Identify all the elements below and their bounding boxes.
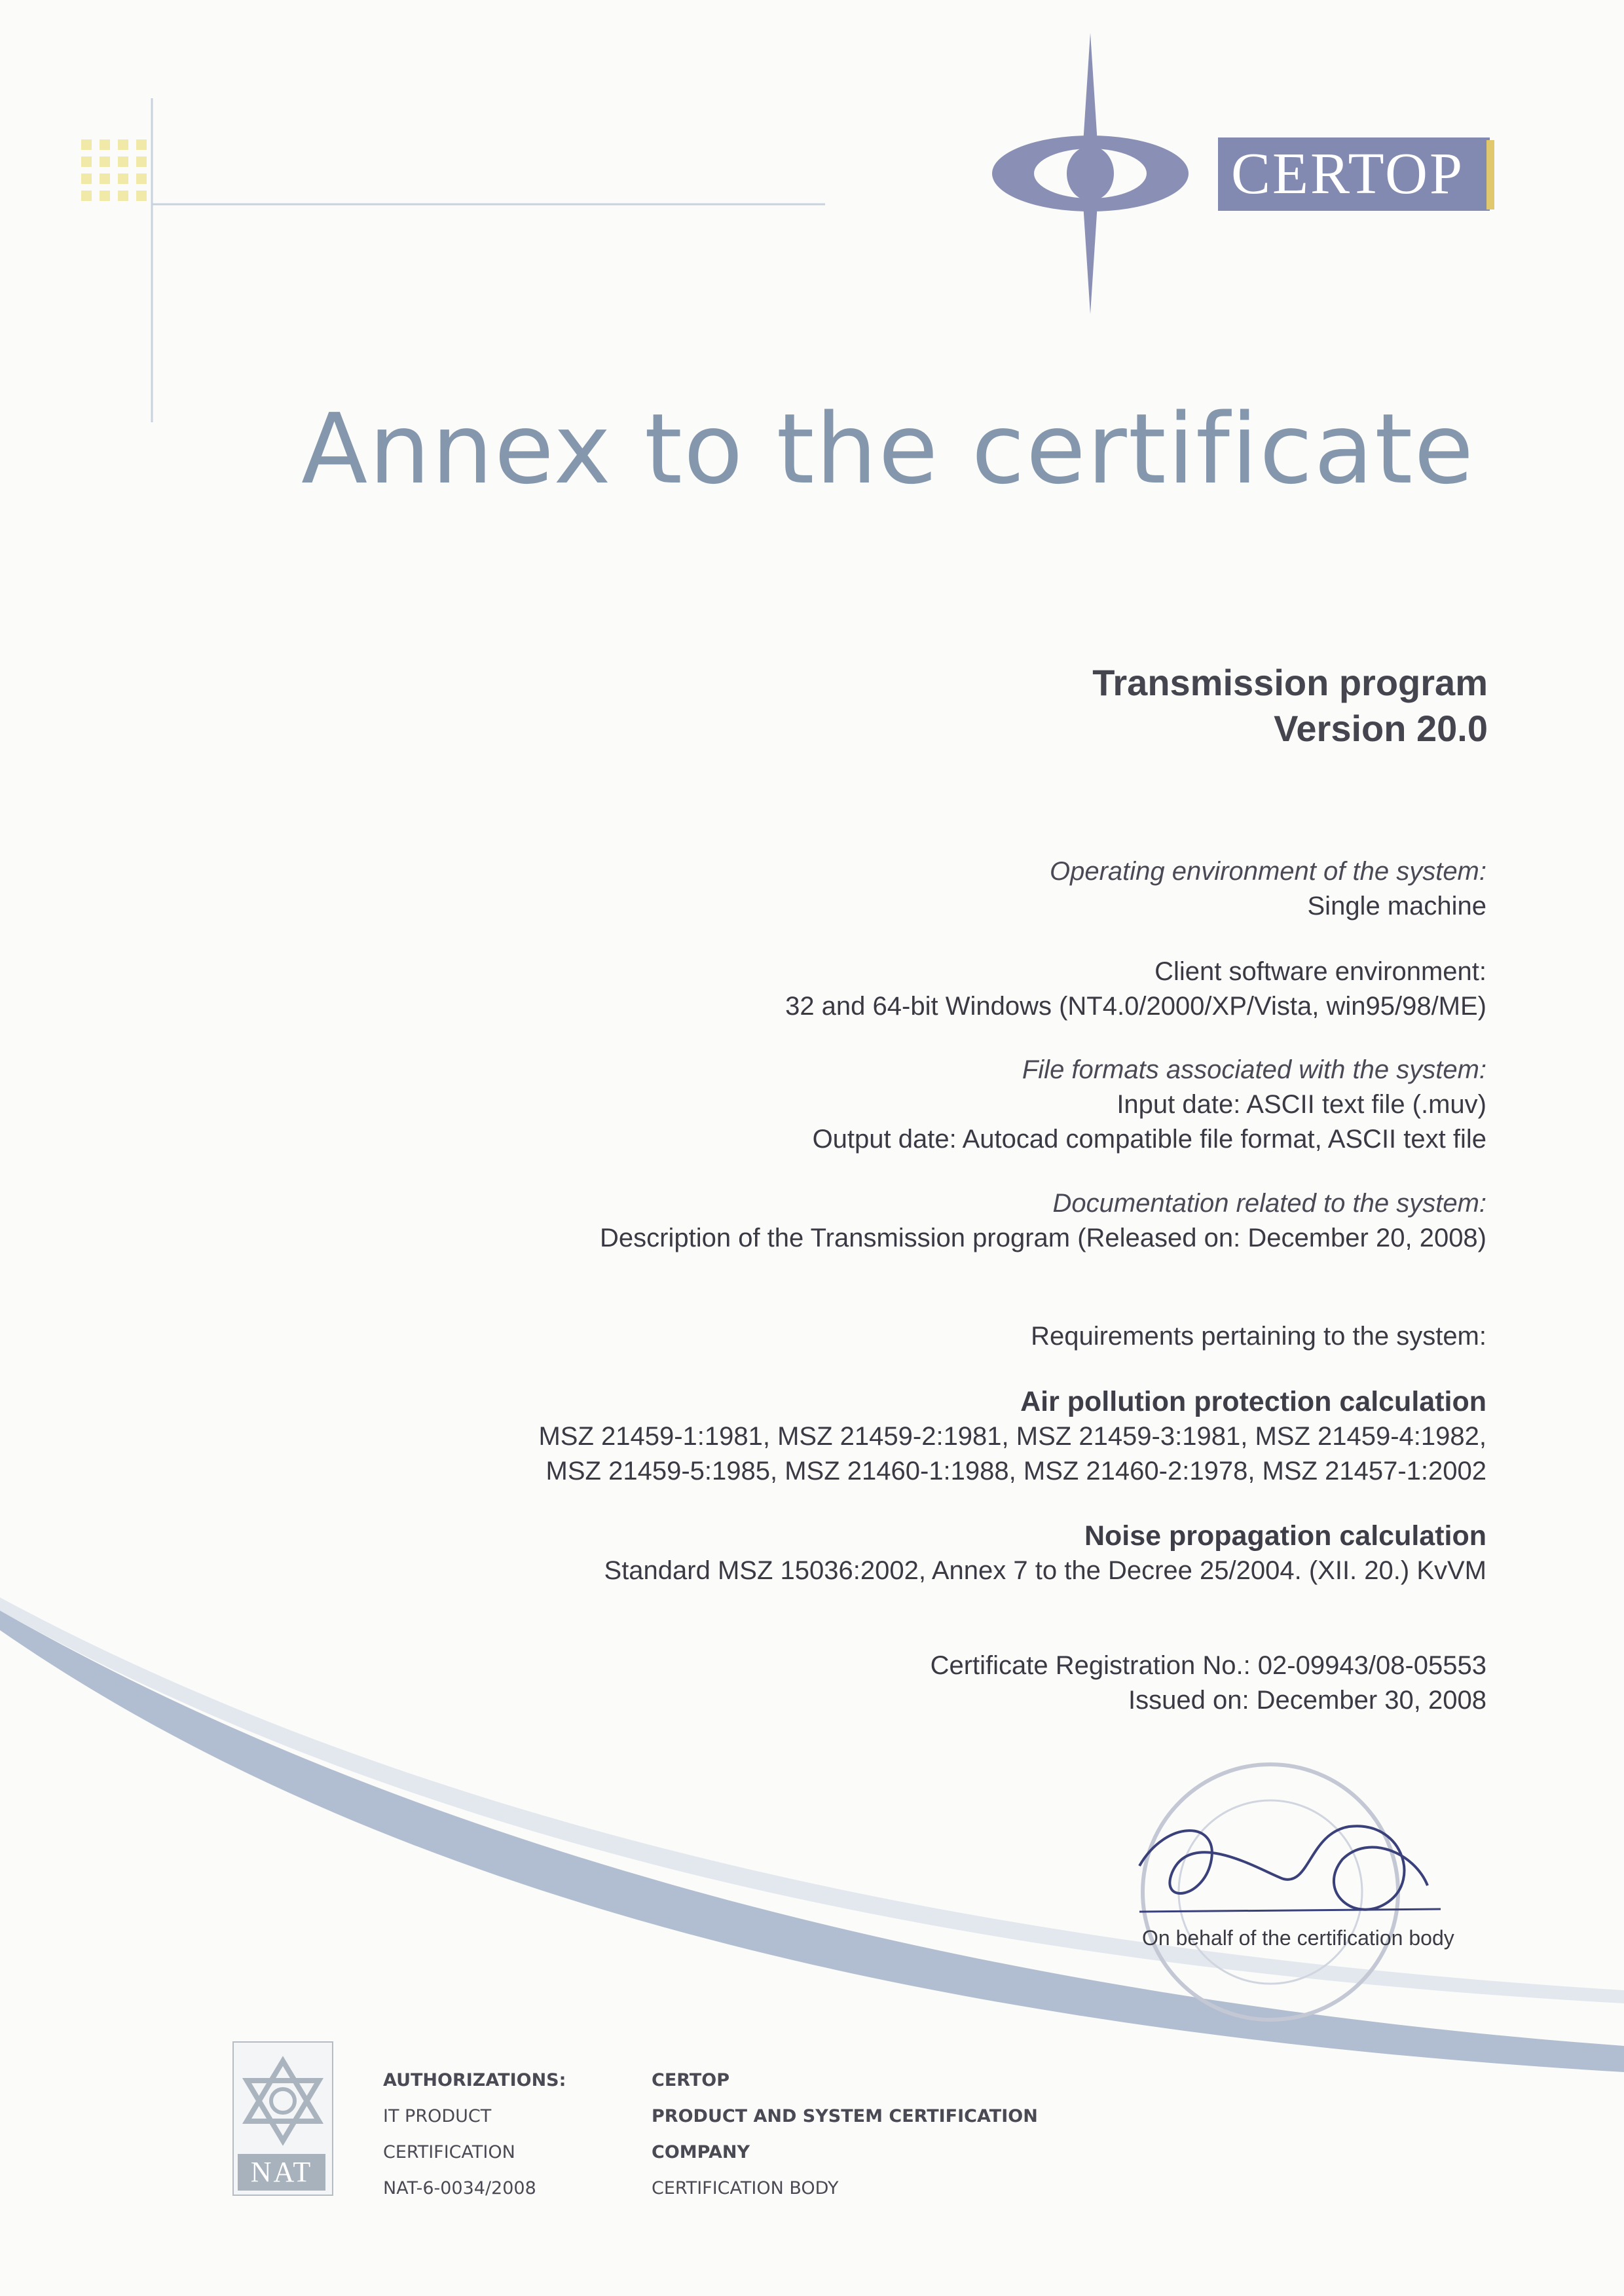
product-name: Transmission program: [1092, 662, 1488, 703]
requirements-heading: Requirements pertaining to the system:: [1031, 1322, 1486, 1351]
client-environment-heading: Client software environment:: [1154, 957, 1486, 986]
authorizations-line-1: IT PRODUCT: [383, 2106, 492, 2126]
file-formats-heading: File formats associated with the system:: [1022, 1055, 1486, 1084]
file-formats-input: Input date: ASCII text file (.muv): [1116, 1090, 1486, 1119]
client-environment-value: 32 and 64-bit Windows (NT4.0/2000/XP/Vista, win95/98/ME): [785, 992, 1486, 1021]
registration-block: [931, 1649, 1486, 1718]
air-pollution-heading: Air pollution protection calculation: [1020, 1386, 1486, 1417]
noise-block: [604, 1519, 1486, 1588]
registration-number: Certificate Registration No.: 02-09943/08-05553: [930, 1651, 1486, 1680]
noise-heading: Noise propagation calculation: [1084, 1520, 1486, 1552]
company-line-2: PRODUCT AND SYSTEM CERTIFICATION: [652, 2106, 1038, 2126]
file-formats-output: Output date: Autocad compatible file format, ASCII text file: [812, 1125, 1486, 1154]
authorizations-heading: AUTHORIZATIONS:: [383, 2070, 566, 2090]
signature: [1113, 1781, 1480, 1931]
registration-issued-date: Issued on: December 30, 2008: [1128, 1686, 1486, 1715]
file-formats-block: [813, 1053, 1486, 1157]
signature-label: On behalf of the certification body: [1142, 1926, 1454, 1950]
noise-standard: Standard MSZ 15036:2002, Annex 7 to the Decree 25/2004. (XII. 20.) KvVM: [604, 1556, 1486, 1585]
company-block: [652, 2062, 1038, 2206]
operating-environment-heading: Operating environment of the system:: [1050, 857, 1486, 886]
authorizations-block: [383, 2062, 566, 2206]
air-pollution-standards-line-2: MSZ 21459-5:1985, MSZ 21460-1:1988, MSZ 21460-2:1978, MSZ 21457-1:2002: [545, 1457, 1486, 1485]
product-heading: [1092, 660, 1488, 752]
requirements-block: [1031, 1319, 1486, 1354]
certop-compass-logo-mark: [982, 26, 1244, 321]
operating-environment-block: [1050, 854, 1486, 924]
nat-logo-label: NAT: [238, 2154, 325, 2191]
documentation-heading: Documentation related to the system:: [1052, 1189, 1486, 1218]
air-pollution-standards-line-1: MSZ 21459-1:1981, MSZ 21459-2:1981, MSZ 21459-3:1981, MSZ 21459-4:1982,: [538, 1422, 1486, 1451]
company-name: CERTOP: [652, 2070, 729, 2090]
authorizations-line-3: NAT-6-0034/2008: [383, 2178, 536, 2198]
documentation-block: [600, 1186, 1486, 1256]
page-title: Annex to the certificate: [301, 393, 1475, 505]
decorative-squares: [81, 139, 153, 202]
documentation-value: Description of the Transmission program (Released on: December 20, 2008): [600, 1224, 1486, 1252]
client-environment-block: [785, 955, 1486, 1024]
air-pollution-block: [538, 1385, 1486, 1489]
operating-environment-value: Single machine: [1307, 892, 1486, 920]
certop-logo-box: [1218, 137, 1490, 211]
authorizations-line-2: CERTIFICATION: [383, 2142, 515, 2162]
corner-guide-lines: [0, 0, 851, 432]
company-line-4: CERTIFICATION BODY: [652, 2178, 839, 2198]
company-line-3: COMPANY: [652, 2142, 750, 2162]
product-version: Version 20.0: [1274, 708, 1488, 749]
logo-gold-strip: [1486, 140, 1494, 210]
nat-emblem-icon: [234, 2049, 332, 2154]
nat-accreditation-logo: [232, 2041, 333, 2196]
certop-logo-text: CERTOP: [1231, 141, 1465, 206]
